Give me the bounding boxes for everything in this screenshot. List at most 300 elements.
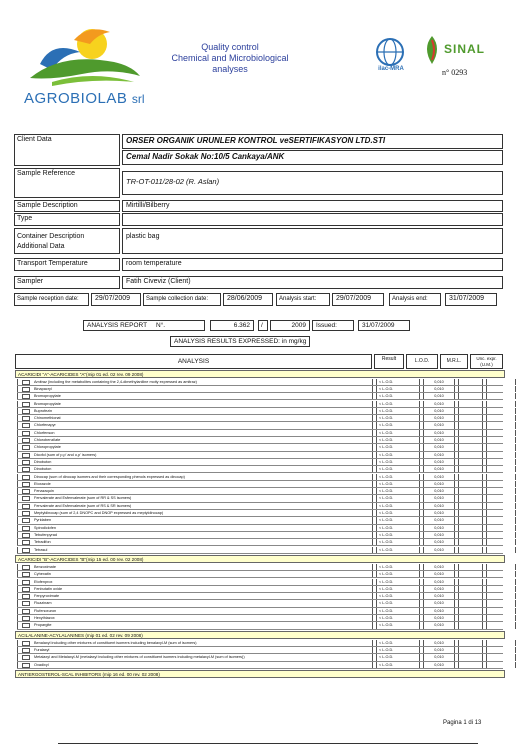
lod-cell: 0,010 — [423, 466, 455, 472]
row-index-box — [22, 380, 30, 385]
issued-label: Issued: — [316, 322, 337, 329]
end-date: 31/07/2009 — [449, 295, 485, 302]
mrl-cell — [458, 662, 483, 668]
table-row — [17, 466, 503, 473]
reception-date: 29/07/2009 — [95, 295, 131, 302]
lod-cell: 0,010 — [423, 488, 455, 494]
result-cell: < L.O.D. — [376, 444, 420, 450]
result-cell: < L.O.D. — [376, 622, 420, 628]
row-index-box — [22, 601, 30, 606]
row-index-box — [22, 409, 30, 414]
collection-label-box — [143, 293, 221, 306]
start-label: Analysis start: — [279, 296, 317, 302]
unc-cell — [486, 495, 516, 501]
report-label-box — [83, 320, 205, 331]
lod-cell: 0,010 — [423, 571, 455, 577]
table-row — [17, 408, 503, 415]
analyte-name-text: Benalaxyl including other mixtures of constituent isomers including benalaxyl-M (sum of isomers) — [34, 640, 197, 645]
mrl-cell — [458, 452, 483, 458]
result-cell: < L.O.D. — [376, 474, 420, 480]
lod-cell: 0,010 — [423, 622, 455, 628]
page-number: Pagina 1 di 13 — [443, 720, 482, 726]
mrl-cell — [458, 393, 483, 399]
analyte-name — [17, 379, 373, 385]
row-index-box — [22, 394, 30, 399]
unc-cell — [486, 386, 516, 392]
mrl-cell — [458, 608, 483, 614]
lod-cell: 0,010 — [423, 539, 455, 545]
unc-cell — [486, 444, 516, 450]
analyte-name — [17, 415, 373, 421]
lod-cell: 0,010 — [423, 579, 455, 585]
footer-rule — [58, 743, 478, 744]
client-address-box — [122, 150, 503, 165]
client-name: ORSER ORGANIK URUNLER KONTROL veSERTIFIKASYON LTD.STI — [126, 136, 386, 145]
result-cell: < L.O.D. — [376, 393, 420, 399]
table-header-mrl — [440, 354, 468, 369]
unc-cell — [486, 481, 516, 487]
mrl-cell — [458, 474, 483, 480]
analyte-name — [17, 503, 373, 509]
result-cell: < L.O.D. — [376, 608, 420, 614]
analyte-name — [17, 459, 373, 465]
mrl-cell — [458, 495, 483, 501]
lod-cell: 0,010 — [423, 662, 455, 668]
lod-cell: 0,010 — [423, 517, 455, 523]
start-label-box — [276, 293, 330, 306]
analyte-name-text: Tetradifon — [34, 540, 51, 545]
mrl-cell — [458, 437, 483, 443]
row-index-box — [22, 587, 30, 592]
result-cell: < L.O.D. — [376, 571, 420, 577]
analyte-name — [17, 422, 373, 428]
analyte-name — [17, 615, 373, 621]
table-row — [17, 571, 503, 578]
row-index-box — [22, 467, 30, 472]
mrl-cell — [458, 415, 483, 421]
table-header-unc — [470, 354, 503, 369]
analyte-name-text: Spirodiclofen — [34, 525, 56, 530]
ilac-label: ilac-MRA — [378, 66, 404, 72]
mrl-cell — [458, 586, 483, 592]
end-date-box — [445, 293, 497, 306]
mrl-cell — [458, 539, 483, 545]
mrl-cell — [458, 422, 483, 428]
container-label: Container Description — [17, 233, 85, 240]
lod-cell: 0,010 — [423, 510, 455, 516]
unc-cell — [486, 600, 516, 606]
mrl-cell — [458, 579, 483, 585]
table-row — [17, 608, 503, 615]
result-cell: < L.O.D. — [376, 401, 420, 407]
reception-label-box — [14, 293, 89, 306]
accreditation-logo — [420, 34, 500, 82]
lod-cell: 0,010 — [423, 379, 455, 385]
row-index-box — [22, 504, 30, 509]
row-index-box — [22, 511, 30, 516]
unc-cell — [486, 422, 516, 428]
unc-cell — [486, 393, 516, 399]
analyte-name — [17, 408, 373, 414]
lod-cell: 0,010 — [423, 600, 455, 606]
unc-cell — [486, 586, 516, 592]
table-row — [17, 474, 503, 481]
lod-cell: 0,010 — [423, 408, 455, 414]
table-header-lod — [406, 354, 438, 369]
lod-cell: 0,010 — [423, 593, 455, 599]
analyte-name-text: Dinobuton — [34, 467, 52, 472]
analyte-name-text: Cyhexatin — [34, 572, 51, 577]
analyte-name-text: Flufenoxuron — [34, 608, 57, 613]
mrl-cell — [458, 622, 483, 628]
lod-cell: 0,010 — [423, 640, 455, 646]
analyte-name-text: Meptyldinocap (sum of 2,4 DNOPC and DNOP expressed as meptyldinocap) — [34, 511, 164, 515]
analyte-name-text: Fenvalerate and Esfenvalerate (sum of RR & SS isomers) — [34, 496, 132, 501]
end-label: Analysis end: — [392, 296, 428, 302]
mrl-cell — [458, 481, 483, 487]
row-index-box — [22, 453, 30, 458]
accreditation-number: n° 0293 — [442, 68, 468, 77]
row-index-box — [22, 482, 30, 487]
analyte-name — [17, 532, 373, 538]
result-cell: < L.O.D. — [376, 654, 420, 660]
reception-label: Sample reception date: — [17, 296, 79, 302]
mrl-cell — [458, 503, 483, 509]
issued-label-box — [312, 320, 354, 331]
title-line-3: analyses — [212, 64, 248, 74]
analyte-name — [17, 547, 373, 553]
analyte-name-text: Etoxazole — [34, 481, 51, 486]
row-index-box — [22, 416, 30, 421]
result-cell: < L.O.D. — [376, 452, 420, 458]
analyte-name — [17, 579, 373, 585]
result-cell: < L.O.D. — [376, 415, 420, 421]
analyte-name — [17, 608, 373, 614]
row-index-box — [22, 438, 30, 443]
container-value-box — [122, 228, 503, 254]
mrl-cell — [458, 571, 483, 577]
lod-cell: 0,010 — [423, 503, 455, 509]
table-row — [17, 622, 503, 629]
ilac-mra-logo — [368, 36, 414, 76]
unc-cell — [486, 622, 516, 628]
mrl-cell — [458, 488, 483, 494]
type-label-box — [14, 213, 120, 226]
analyte-name-text: Fenpyroximate — [34, 594, 60, 599]
table-row — [17, 647, 503, 654]
table-row — [17, 654, 503, 661]
transport-value-box — [122, 258, 503, 271]
col-mrl: M.R.L. — [446, 358, 462, 364]
analyte-name — [17, 571, 373, 577]
analyte-name — [17, 386, 373, 392]
analyte-name — [17, 481, 373, 487]
lod-cell: 0,010 — [423, 564, 455, 570]
lod-cell: 0,010 — [423, 393, 455, 399]
table-row — [17, 600, 503, 607]
unc-cell — [486, 539, 516, 545]
analyte-name-text: Amitraz (including the metabolites containing the 2,4-dimethylaniline moity expressed as amitraz) — [34, 379, 197, 384]
result-cell: < L.O.D. — [376, 437, 420, 443]
analyte-name — [17, 401, 373, 407]
unc-cell — [486, 593, 516, 599]
client-data-label: Client Data — [17, 136, 52, 143]
lod-cell: 0,010 — [423, 495, 455, 501]
analyte-name — [17, 640, 373, 646]
mrl-cell — [458, 615, 483, 621]
table-row — [17, 452, 503, 459]
transport-label: Transport Temperature — [17, 260, 88, 267]
mrl-cell — [458, 459, 483, 465]
result-cell: < L.O.D. — [376, 503, 420, 509]
additional-data-label: Additional Data — [17, 242, 65, 250]
row-index-box — [22, 445, 30, 450]
container-label-box — [14, 228, 120, 254]
analyte-name-text: Fenvalerate and Esfenvalerate (sum of RS & SR isomers) — [34, 503, 132, 508]
analyte-name — [17, 564, 373, 570]
unc-cell — [486, 459, 516, 465]
analyte-name — [17, 586, 373, 592]
unc-cell — [486, 571, 516, 577]
table-row — [17, 430, 503, 437]
lod-cell: 0,010 — [423, 437, 455, 443]
sampler-value-box — [122, 276, 503, 289]
mrl-cell — [458, 647, 483, 653]
analyte-name — [17, 600, 373, 606]
issued-date-box — [358, 320, 410, 331]
lod-cell: 0,010 — [423, 430, 455, 436]
mrl-cell — [458, 430, 483, 436]
analyte-name-text: Chlorfenapyr — [34, 423, 56, 428]
table-row — [17, 510, 503, 517]
section-header: ACARICIDI "B"-ACARICIDES "B"(mip 15 ed. 00 rev. 02 2008) — [15, 555, 505, 563]
analyte-name-text: Benzoximate — [34, 564, 56, 569]
result-cell: < L.O.D. — [376, 517, 420, 523]
analyte-name — [17, 437, 373, 443]
result-cell: < L.O.D. — [376, 547, 420, 553]
transport-label-box — [14, 258, 120, 271]
row-index-box — [22, 616, 30, 621]
lod-cell: 0,010 — [423, 481, 455, 487]
analyte-name-text: Fenazaquin — [34, 489, 54, 494]
row-index-box — [22, 489, 30, 494]
analyte-name — [17, 622, 373, 628]
row-index-box — [22, 641, 30, 646]
mrl-cell — [458, 525, 483, 531]
result-cell: < L.O.D. — [376, 640, 420, 646]
collection-date-box — [223, 293, 273, 306]
table-row — [17, 525, 503, 532]
analyte-name-text: Chlorfenson — [34, 430, 55, 435]
table-row — [17, 393, 503, 400]
row-index-box — [22, 496, 30, 501]
sample-reference-label-box — [14, 168, 120, 198]
row-index-box — [22, 572, 30, 577]
table-row — [17, 615, 503, 622]
row-index-box — [22, 548, 30, 553]
result-cell: < L.O.D. — [376, 615, 420, 621]
analyte-name — [17, 444, 373, 450]
client-address: Cemal Nadir Sokak No:10/5 Cankaya/ANK — [126, 152, 285, 161]
col-result: Result — [381, 356, 397, 362]
lod-cell: 0,010 — [423, 422, 455, 428]
type-label: Type — [17, 215, 33, 222]
analyte-name-text: Hexythiazox — [34, 616, 55, 620]
row-index-box — [22, 655, 30, 660]
row-index-box — [22, 526, 30, 531]
analyte-name-text: Bromopropylate — [34, 394, 61, 399]
sample-description-label: Sample Description — [17, 202, 78, 209]
table-row — [17, 579, 503, 586]
lod-cell: 0,010 — [423, 444, 455, 450]
table-row — [17, 488, 503, 495]
issued-date: 31/07/2009 — [362, 322, 395, 329]
analyte-name — [17, 525, 373, 531]
section-header: ACARICIDI "A"-ACARICIDES "A"(mip 01 ed. 02 rev. 09 2008) — [15, 370, 505, 378]
unc-cell — [486, 510, 516, 516]
table-row — [17, 495, 503, 502]
unc-cell — [486, 647, 516, 653]
unc-cell — [486, 452, 516, 458]
table-header-result — [374, 354, 404, 369]
row-index-box — [22, 609, 30, 614]
result-cell: < L.O.D. — [376, 495, 420, 501]
table-row — [17, 444, 503, 451]
row-index-box — [22, 580, 30, 585]
report-number: 6.362 — [233, 322, 250, 329]
table-row — [17, 532, 503, 539]
analyte-name-text: Furalaxyl — [34, 648, 50, 652]
analyte-name — [17, 654, 373, 660]
analyte-name — [17, 474, 373, 480]
sample-description-box — [122, 200, 503, 212]
table-row — [17, 564, 503, 571]
unc-cell — [486, 415, 516, 421]
unc-cell — [486, 517, 516, 523]
unc-cell — [486, 437, 516, 443]
sample-description-label-box — [14, 200, 120, 212]
table-header-analysis — [15, 354, 372, 369]
mrl-cell — [458, 640, 483, 646]
unc-cell — [486, 408, 516, 414]
result-cell: < L.O.D. — [376, 481, 420, 487]
analyte-name-text: Bromopropylate — [34, 401, 61, 406]
analyte-name-text: Fenbutatin oxide — [34, 586, 63, 591]
table-row — [17, 415, 503, 422]
result-cell: < L.O.D. — [376, 600, 420, 606]
analyte-name — [17, 393, 373, 399]
analyte-name-text: Tebufenpyrad — [34, 532, 58, 537]
result-cell: < L.O.D. — [376, 386, 420, 392]
unc-cell — [486, 564, 516, 570]
lod-cell: 0,010 — [423, 415, 455, 421]
reception-date-box — [91, 293, 141, 306]
col-lod: L.O.D. — [414, 358, 430, 364]
unc-cell — [486, 525, 516, 531]
table-row — [17, 437, 503, 444]
mrl-cell — [458, 510, 483, 516]
mrl-cell — [458, 593, 483, 599]
mrl-cell — [458, 408, 483, 414]
unc-cell — [486, 503, 516, 509]
report-number-box — [210, 320, 254, 331]
start-date-box — [332, 293, 384, 306]
accreditation-mark-icon — [420, 34, 444, 66]
table-row — [17, 379, 503, 386]
analyte-name-text: Chlorobenzilate — [34, 438, 61, 442]
unc-cell — [486, 466, 516, 472]
row-index-box — [22, 431, 30, 436]
table-row — [17, 640, 503, 647]
mrl-cell — [458, 386, 483, 392]
mrl-cell — [458, 379, 483, 385]
client-name-box — [122, 134, 503, 149]
analyte-name — [17, 488, 373, 494]
table-row — [17, 547, 503, 554]
result-cell: < L.O.D. — [376, 459, 420, 465]
table-row — [17, 517, 503, 524]
row-index-box — [22, 460, 30, 465]
row-index-box — [22, 663, 30, 668]
transport-value: room temperature — [126, 260, 182, 267]
result-cell: < L.O.D. — [376, 586, 420, 592]
sampler-label-box — [14, 276, 120, 289]
analyte-name-text: Chinomethionat — [34, 416, 61, 421]
result-cell: < L.O.D. — [376, 466, 420, 472]
table-row — [17, 503, 503, 510]
analyte-name — [17, 517, 373, 523]
unc-cell — [486, 654, 516, 660]
row-index-box — [22, 594, 30, 599]
title-line-2: Chemical and Microbiological — [171, 53, 289, 63]
mrl-cell — [458, 600, 483, 606]
analyte-name — [17, 452, 373, 458]
row-index-box — [22, 648, 30, 653]
table-row — [17, 539, 503, 546]
unc-cell — [486, 401, 516, 407]
start-date: 29/07/2009 — [336, 295, 372, 302]
section-header: ACILALANINE-ACYLALANINES (mip 01 ed. 02 rev. 09 2008) — [15, 631, 505, 639]
row-index-box — [22, 565, 30, 570]
title-line-1: Quality control — [201, 42, 259, 52]
analyte-name-text: Etofenprox — [34, 579, 53, 584]
table-row — [17, 593, 503, 600]
analyte-name — [17, 495, 373, 501]
mrl-cell — [458, 444, 483, 450]
result-cell: < L.O.D. — [376, 488, 420, 494]
results-label-box — [170, 336, 310, 347]
analyte-name — [17, 510, 373, 516]
sample-description: Mirtilli/Bilberry — [126, 202, 170, 209]
mrl-cell — [458, 532, 483, 538]
unc-cell — [486, 430, 516, 436]
lod-cell: 0,010 — [423, 386, 455, 392]
sample-reference-label: Sample Reference — [17, 170, 75, 177]
company-name: AGROBIOLAB — [24, 90, 128, 107]
result-cell: < L.O.D. — [376, 593, 420, 599]
company-logo — [22, 22, 147, 112]
analyte-name-text: Metalaxyl and Metalaxyl-M (metalaxyl including other mixtures of constituent isomers including metalaxyl-M (sum of isomers)) — [34, 655, 245, 660]
unc-cell — [486, 532, 516, 538]
unc-cell — [486, 579, 516, 585]
row-index-box — [22, 623, 30, 628]
table-row — [17, 401, 503, 408]
report-year-box — [270, 320, 310, 331]
result-cell: < L.O.D. — [376, 510, 420, 516]
sample-reference: TR-OT-011/28-02 (R. Aslan) — [126, 177, 220, 186]
row-index-box — [22, 402, 30, 407]
mrl-cell — [458, 466, 483, 472]
